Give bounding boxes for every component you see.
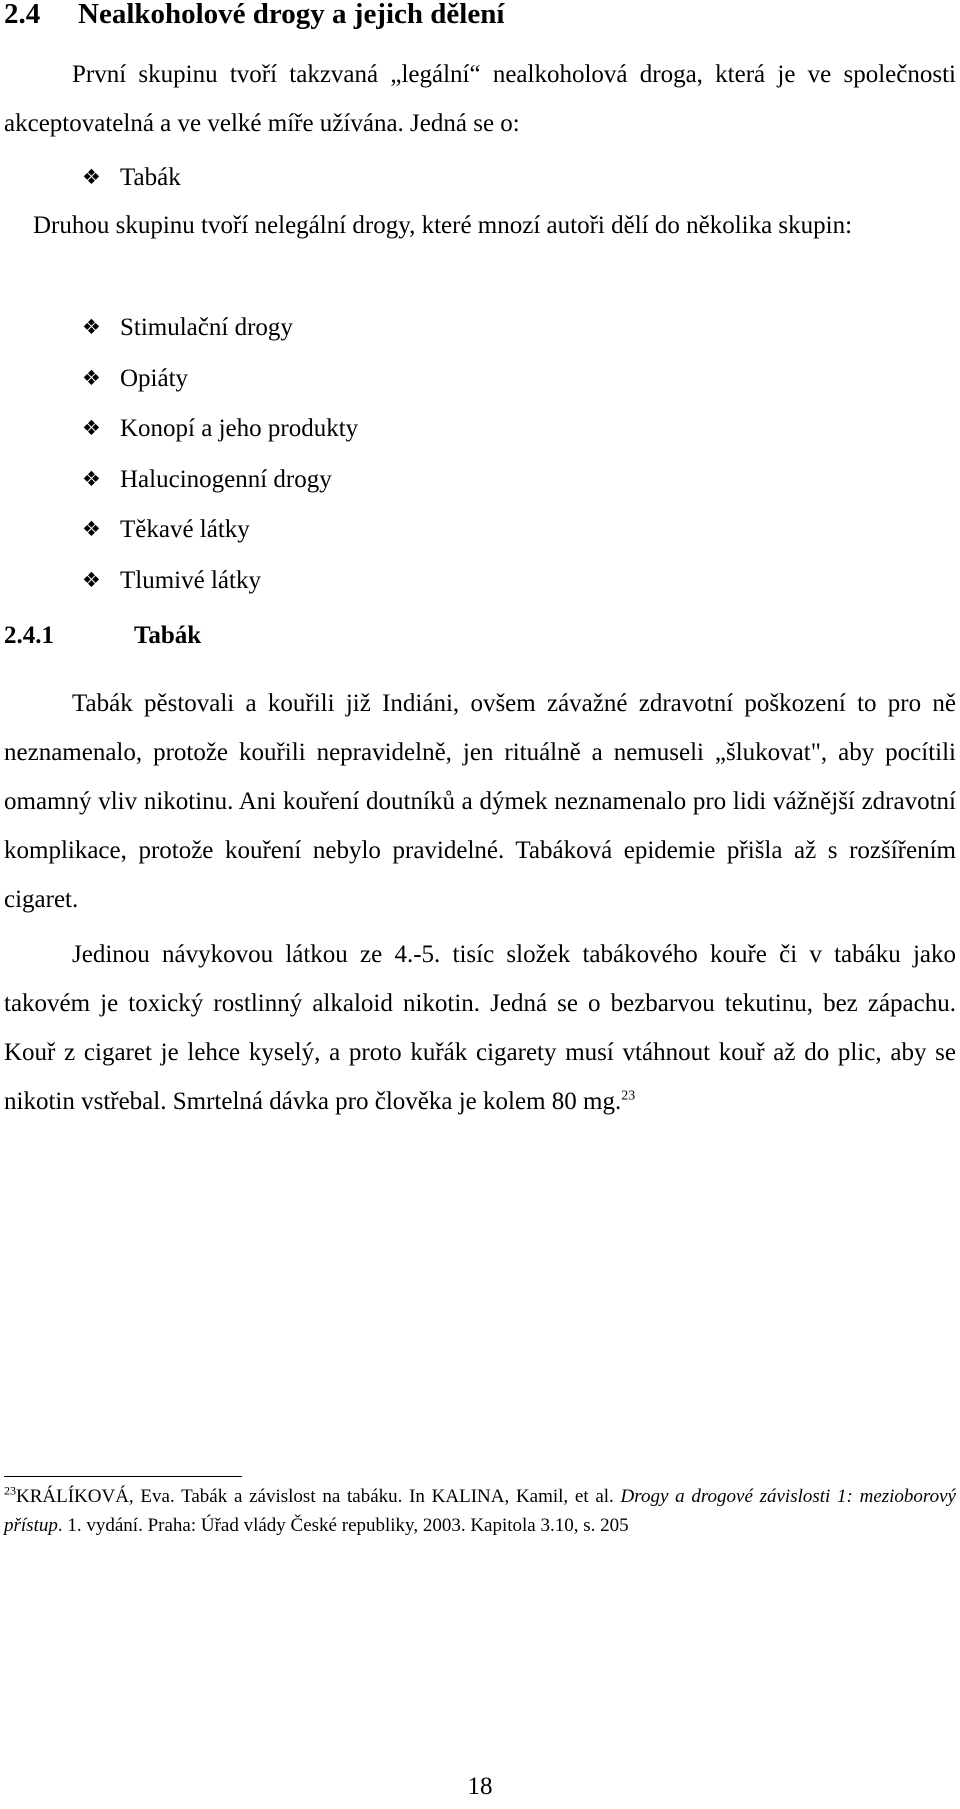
tabak-paragraph-2 [4,930,956,1126]
list-item [82,153,181,204]
four-diamond-bullet-icon: ❖ [82,365,101,390]
intro-paragraph-2: Druhou skupinu tvoří nelegální drogy, které mnozí autoři dělí do několika skupin: [33,212,853,239]
four-diamond-bullet-icon: ❖ [82,567,101,592]
subsection-title: Tabák [134,622,202,649]
four-diamond-bullet-icon: ❖ [82,466,101,491]
list-item-label: Tlumivé látky [120,566,261,594]
four-diamond-bullet-icon: ❖ [82,517,101,541]
four-diamond-bullet-icon: ❖ [82,416,101,440]
list-item [82,303,358,354]
illegal-drugs-list [82,303,358,606]
list-item [82,556,358,607]
subsection-number: 2.4.1 [4,622,54,649]
list-item-label: Halucinogenní drogy [120,465,332,493]
list-item-label: Opiáty [120,364,189,392]
list-item-label: Těkavé látky [120,516,250,543]
section-title: Nealkoholové drogy a jejich dělení [78,0,505,30]
four-diamond-bullet-icon: ❖ [82,315,101,339]
intro-paragraph-1: První skupinu tvoří takzvaná „legální“ nealkoholová droga, která je ve společnosti akceptovatelná a ve velké míře užívána. Jedná se o: [4,61,956,137]
list-item-label: Tabák [120,164,181,191]
section-number: 2.4 [4,0,41,30]
footnote-reference[interactable]: 23 [621,1088,636,1104]
list-item [82,455,358,506]
list-item [82,505,358,556]
footnote-publication: . 1. vydání. Praha: Úřad vlády České republiky, 2003. Kapitola 3.10, s. 205 [57,1514,629,1536]
four-diamond-bullet-icon: ❖ [82,165,101,189]
tabak-paragraph-2-text: Jedinou návykovou látkou ze 4.-5. tisíc složek tabákového kouře či v tabáku jako takovém je toxický rostlinný alkaloid nikotin. Jedná se o bezbarvou tekutinu, bez zápachu. Kouř z cigaret je lehce kyselý, a proto kuřák cigarety musí vtáhnout kouř až do plic, aby se nikotin vstřebal. Smrtelná dávka pro člověka je kolem 80 mg. [4,941,956,1115]
legal-drugs-list [82,153,181,204]
footnote-author: KRÁLÍKOVÁ, Eva. Tabák a závislost na tabáku. In KALINA, Kamil, et al. [16,1486,621,1507]
section-heading [4,0,504,32]
list-item [82,354,358,405]
list-item-label: Konopí a jeho produkty [120,415,359,442]
tabak-paragraph-1: Tabák pěstovali a kouřili již Indiáni, ovšem závažné zdravotní poškození to pro ně neznamenalo, protože kouřili nepravidelně, jen rituálně a nemuseli „šlukovat", aby pocítili omamný vliv nikotinu. Ani kouření doutníků a dýmek neznamenalo pro lidi vážnější zdravotní komplikace, protože kouření nebylo pravidelné. Tabáková epidemie přišla až s rozšířením cigaret. [4,690,956,913]
footnote [4,1483,956,1540]
footnote-book-title: Drogy a drogové závislosti 1: mezioborový přístup [4,1486,956,1536]
page-number: 18 [467,1773,493,1800]
list-item [82,404,358,455]
list-item-label: Stimulační drogy [120,314,293,341]
footnote-marker: 23 [4,1483,16,1498]
subsection-heading [4,619,201,653]
footnote-divider [4,1476,242,1477]
